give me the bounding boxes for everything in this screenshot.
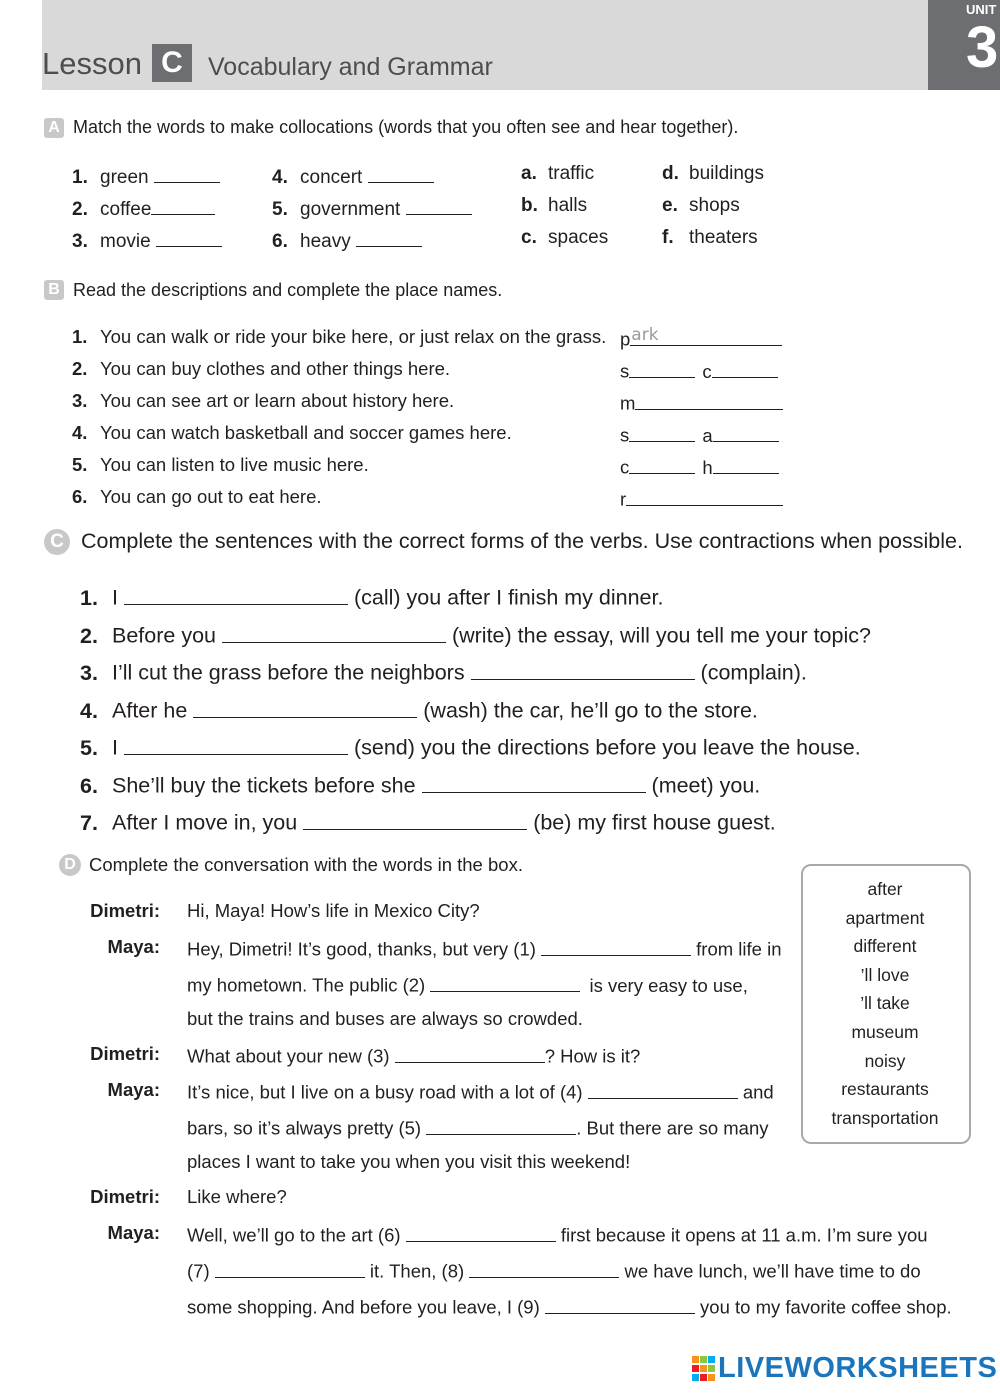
dialogue-line: but the trains and buses are always so crowded. [187,1008,583,1029]
answer-blank[interactable] [713,454,779,474]
sentence-item: 7. After I move in, you (be) my first house guest. [80,807,776,836]
collocation-option: b. halls [521,195,588,216]
word-box-item: different [853,936,917,956]
answer-blank[interactable] [422,770,646,793]
unit-number: 3 [966,15,999,80]
description-item: 2. You can buy clothes and other things here. [72,358,451,379]
place-answer: c h [620,454,779,479]
dialogue-line: Hey, Dimetri! It’s good, thanks, but very (1) from life in [187,936,782,961]
section-c-instruction: Complete the sentences with the correct forms of the verbs. Use contractions when possible. [81,529,963,553]
unit-label: UNIT [966,2,997,17]
section-d-badge: D [59,854,81,876]
place-answer: p ark [620,326,782,351]
liveworksheets-logo-icon [692,1356,716,1382]
collocation-item: 6. heavy [272,227,422,253]
answer-blank[interactable] [713,422,779,442]
section-a-instruction: Match the words to make collocations (words that you often see and hear together). [73,117,739,137]
dialogue-line: Hi, Maya! How’s life in Mexico City? [187,900,480,921]
answer-blank[interactable] [629,358,695,378]
word-box-item: museum [851,1022,919,1042]
answer-blank[interactable] [629,454,695,474]
answer-blank[interactable] [406,195,472,215]
answer-blank[interactable] [629,422,695,442]
dialogue-line: some shopping. And before you leave, I (9) you to my favorite coffee shop. [187,1294,952,1319]
dialogue-line: places I want to take you when you visit this weekend! [187,1151,631,1172]
word-box-item: after [867,879,903,899]
answer-blank[interactable] [712,358,778,378]
word-box-item: transportation [831,1108,939,1128]
section-d-instruction: Complete the conversation with the words in the box. [89,854,523,875]
collocation-option: a. traffic [521,163,595,184]
collocation-item: 5. government [272,195,472,221]
section-a-badge: A [44,118,64,138]
dialogue-line: Like where? [187,1186,287,1207]
description-item: 3. You can see art or learn about history here. [72,390,455,411]
answer-blank-2[interactable] [430,972,580,992]
answer-blank-6[interactable] [406,1222,556,1242]
dialogue-line: bars, so it’s always pretty (5) . But there are so many [187,1115,769,1140]
section-b-instruction: Read the descriptions and complete the place names. [73,280,503,300]
sentence-item: 1. I (call) you after I finish my dinner. [80,582,663,611]
speaker-maya: Maya: [107,936,160,957]
dialogue-line: (7) it. Then, (8) we have lunch, we’ll have time to do [187,1258,921,1283]
word-box-item: ’ll take [860,993,910,1013]
answer-blank-1[interactable] [541,936,691,956]
word-box-item: noisy [864,1051,906,1071]
description-item: 4. You can watch basketball and soccer games here. [72,422,512,443]
collocation-option: c. spaces [521,227,609,248]
description-item: 1. You can walk or ride your bike here, or just relax on the grass. [72,326,607,347]
sentence-item: 4. After he (wash) the car, he’ll go to the store. [80,695,758,724]
description-item: 5. You can listen to live music here. [72,454,369,475]
place-answer: r [620,486,783,511]
collocation-item: 4. concert [272,163,434,189]
section-b-badge: B [44,280,64,300]
word-box-item: ’ll love [860,965,910,985]
collocation-option: f. theaters [662,227,758,248]
dialogue-line: It’s nice, but I live on a busy road with a lot of (4) and [187,1079,774,1104]
place-answer: s c [620,358,778,383]
dialogue-line: Well, we’ll go to the art (6) first because it opens at 11 a.m. I’m sure you [187,1222,928,1247]
answer-blank[interactable] [193,695,417,718]
collocation-item: 2. coffee [72,195,215,221]
answer-blank-4[interactable] [588,1079,738,1099]
page-title: Vocabulary and Grammar [208,53,493,81]
answer-blank[interactable] [303,807,527,830]
answer-blank-7[interactable] [215,1258,365,1278]
speaker-dimetri: Dimetri: [90,1186,160,1207]
answer-blank[interactable] [626,486,783,506]
word-box-item: restaurants [841,1079,929,1099]
sentence-item: 5. I (send) you the directions before you leave the house. [80,732,861,761]
collocation-item: 1. green [72,163,220,189]
word-box-item: apartment [845,908,925,928]
answer-blank[interactable] [156,227,222,247]
speaker-dimetri: Dimetri: [90,900,160,921]
filled-answer: ark [631,324,659,345]
answer-blank[interactable] [356,227,422,247]
sentence-item: 6. She’ll buy the tickets before she (meet) you. [80,770,760,799]
speaker-maya: Maya: [107,1079,160,1100]
dialogue-line: my hometown. The public (2) is very easy to use, [187,972,748,997]
answer-blank[interactable] [635,390,783,410]
lesson-label: Lesson [42,46,142,81]
answer-blank-9[interactable] [545,1294,695,1314]
answer-blank[interactable] [154,163,220,183]
answer-blank-3[interactable] [395,1043,545,1063]
sentence-item: 3. I’ll cut the grass before the neighbors (complain). [80,657,807,686]
answer-blank-8[interactable] [469,1258,619,1278]
answer-blank[interactable] [630,326,782,346]
answer-blank-5[interactable] [426,1115,576,1135]
lesson-letter: C [152,44,192,82]
answer-blank[interactable] [222,620,446,643]
description-item: 6. You can go out to eat here. [72,486,322,507]
section-c-badge: C [44,529,70,555]
speaker-maya: Maya: [107,1222,160,1243]
answer-blank[interactable] [124,732,348,755]
answer-blank[interactable] [124,582,348,605]
speaker-dimetri: Dimetri: [90,1043,160,1064]
liveworksheets-brand[interactable]: LIVEWORKSHEETS [718,1352,998,1384]
collocation-option: e. shops [662,195,740,216]
collocation-option: d. buildings [662,163,764,184]
answer-blank[interactable] [151,195,215,215]
answer-blank[interactable] [368,163,434,183]
answer-blank[interactable] [471,657,695,680]
collocation-item: 3. movie [72,227,222,253]
place-answer: m [620,390,783,415]
place-answer: s a [620,422,779,447]
sentence-item: 2. Before you (write) the essay, will you tell me your topic? [80,620,871,649]
dialogue-line: What about your new (3) ? How is it? [187,1043,640,1068]
